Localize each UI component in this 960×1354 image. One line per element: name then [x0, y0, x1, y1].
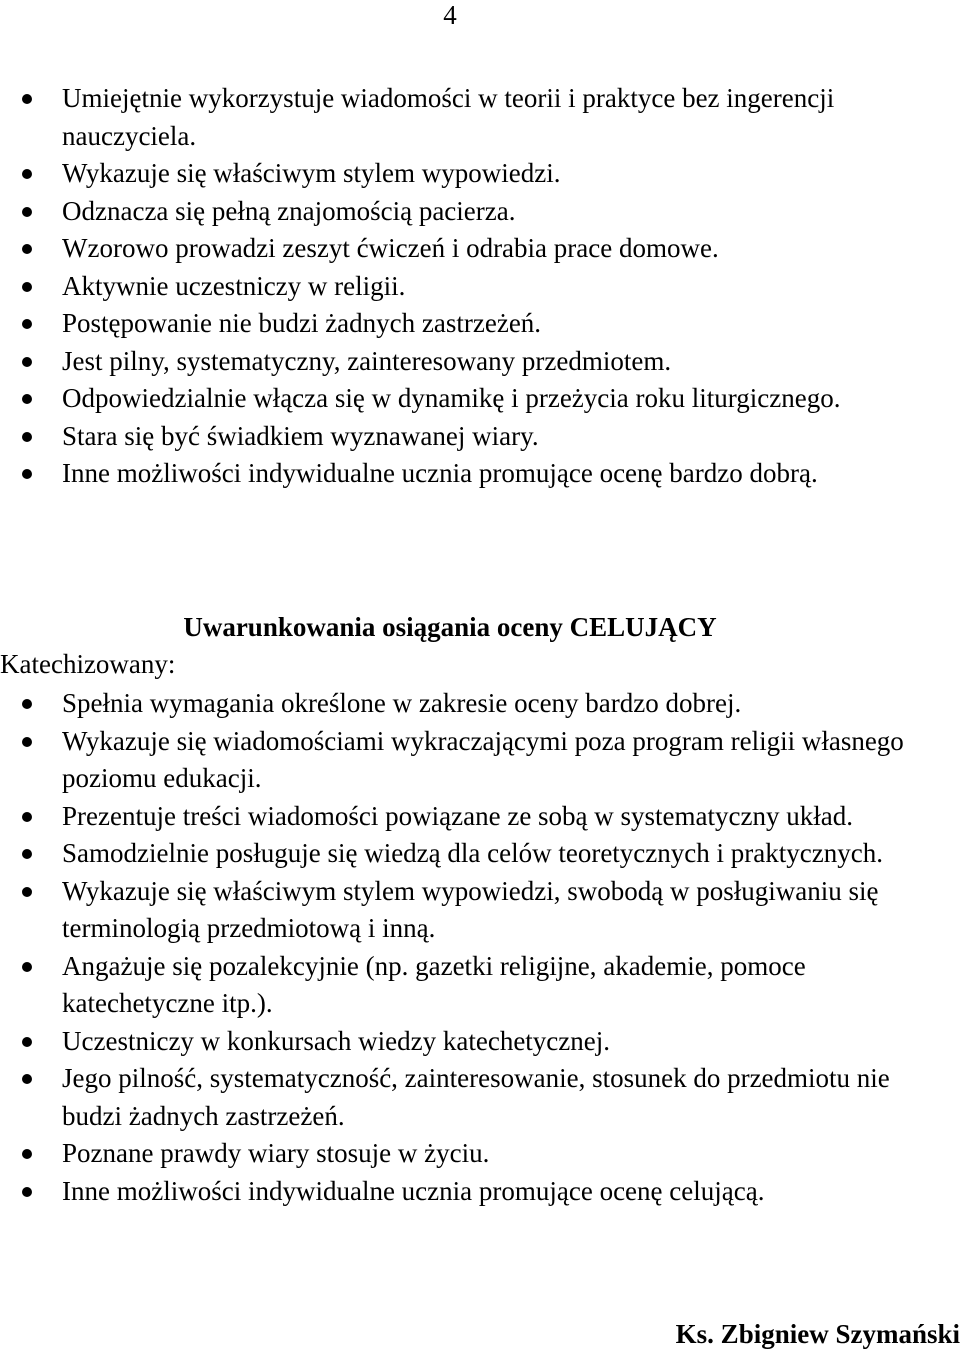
bullet-icon [22, 169, 32, 179]
list-item-text: Uczestniczy w konkursach wiedzy katechetycznej. [62, 1025, 611, 1056]
bullet-icon [22, 94, 32, 104]
list-item [0, 268, 945, 306]
list-item [0, 343, 945, 381]
list-item [0, 155, 945, 193]
list-item-text: Inne możliwości indywidualne ucznia promujące ocenę celującą. [62, 1175, 765, 1206]
list-item [0, 455, 945, 493]
list-item-text: Poznane prawdy wiary stosuje w życiu. [62, 1138, 490, 1168]
list-item [0, 798, 945, 836]
list-item [0, 1023, 945, 1061]
bullet-icon [22, 469, 32, 479]
list-item [0, 873, 945, 948]
list-item [0, 418, 945, 456]
list-item [0, 380, 945, 418]
list-item-text: Stara się być świadkiem wyznawanej wiary. [62, 420, 539, 451]
bullet-icon [22, 207, 32, 217]
page-number: 4 [443, 0, 457, 30]
bullet-icon [22, 357, 32, 367]
list-item [0, 193, 945, 231]
bullet-icon [22, 1037, 32, 1047]
list-item [0, 80, 945, 155]
list-item-text: Angażuje się pozalekcyjnie (np. gazetki religijne, akademie, pomoce katechetyczne itp.). [62, 950, 806, 1018]
list-item-text: Inne możliwości indywidualne ucznia promujące ocenę bardzo dobrą. [62, 458, 818, 488]
list-item-text: Wykazuje się wiadomościami wykraczającymi poza program religii własnego poziomu edukacji. [62, 725, 904, 793]
bullet-icon [22, 1187, 32, 1197]
list-item-text: Aktywnie uczestniczy w religii. [62, 270, 406, 301]
bullet-icon [22, 737, 32, 747]
bullet-icon [22, 962, 32, 972]
list-item [0, 305, 945, 343]
bullet-icon [22, 887, 32, 897]
bullet-icon [22, 319, 32, 329]
list-item-text: Odpowiedzialnie włącza się w dynamikę i przeżycia roku liturgicznego. [62, 383, 841, 413]
bullet-icon [22, 699, 32, 709]
list-item [0, 685, 945, 723]
list-item-text: Jest pilny, systematyczny, zainteresowany przedmiotem. [62, 345, 672, 376]
list-item [0, 1060, 945, 1135]
bullet-icon [22, 1074, 32, 1084]
list-item-text: Wzorowo prowadzi zeszyt ćwiczeń i odrabia prace domowe. [62, 233, 719, 263]
bullet-icon [22, 244, 32, 254]
bullet-icon [22, 812, 32, 822]
list-item [0, 948, 945, 1023]
author-signature: Ks. Zbigniew Szymański [675, 1319, 960, 1349]
list-item [0, 230, 945, 268]
list-item-text: Wykazuje się właściwym stylem wypowiedzi, swobodą w posługiwaniu się terminologią przedmiotową i inną. [62, 875, 879, 943]
list-item-text: Samodzielnie posługuje się wiedzą dla celów teoretycznych i praktycznych. [62, 838, 883, 868]
bullet-icon [22, 394, 32, 404]
list-item [0, 723, 945, 798]
list-item-text: Spełnia wymagania określone w zakresie oceny bardzo dobrej. [62, 688, 742, 718]
bullet-icon [22, 849, 32, 859]
list-item-text: Odznacza się pełną znajomością pacierza. [62, 195, 516, 226]
requirements-list-celujacy [0, 685, 945, 1210]
section-subheading: Katechizowany: [0, 649, 176, 679]
section-heading: Uwarunkowania osiągania oceny CELUJĄCY [183, 612, 717, 642]
bullet-icon [22, 282, 32, 292]
list-item-text: Umiejętnie wykorzystuje wiadomości w teorii i praktyce bez ingerencji nauczyciela. [62, 83, 835, 151]
list-item-text: Prezentuje treści wiadomości powiązane ze sobą w systematyczny układ. [62, 800, 853, 831]
bullet-icon [22, 1149, 32, 1159]
bullet-icon [22, 432, 32, 442]
list-item [0, 835, 945, 873]
requirements-list-top [0, 80, 945, 493]
list-item-text: Postępowanie nie budzi żadnych zastrzeżeń. [62, 308, 542, 338]
list-item-text: Wykazuje się właściwym stylem wypowiedzi. [62, 158, 561, 188]
list-item-text: Jego pilność, systematyczność, zainteresowanie, stosunek do przedmiotu nie budzi żadnych zastrzeżeń. [62, 1063, 890, 1131]
list-item [0, 1173, 945, 1211]
list-item [0, 1135, 945, 1173]
